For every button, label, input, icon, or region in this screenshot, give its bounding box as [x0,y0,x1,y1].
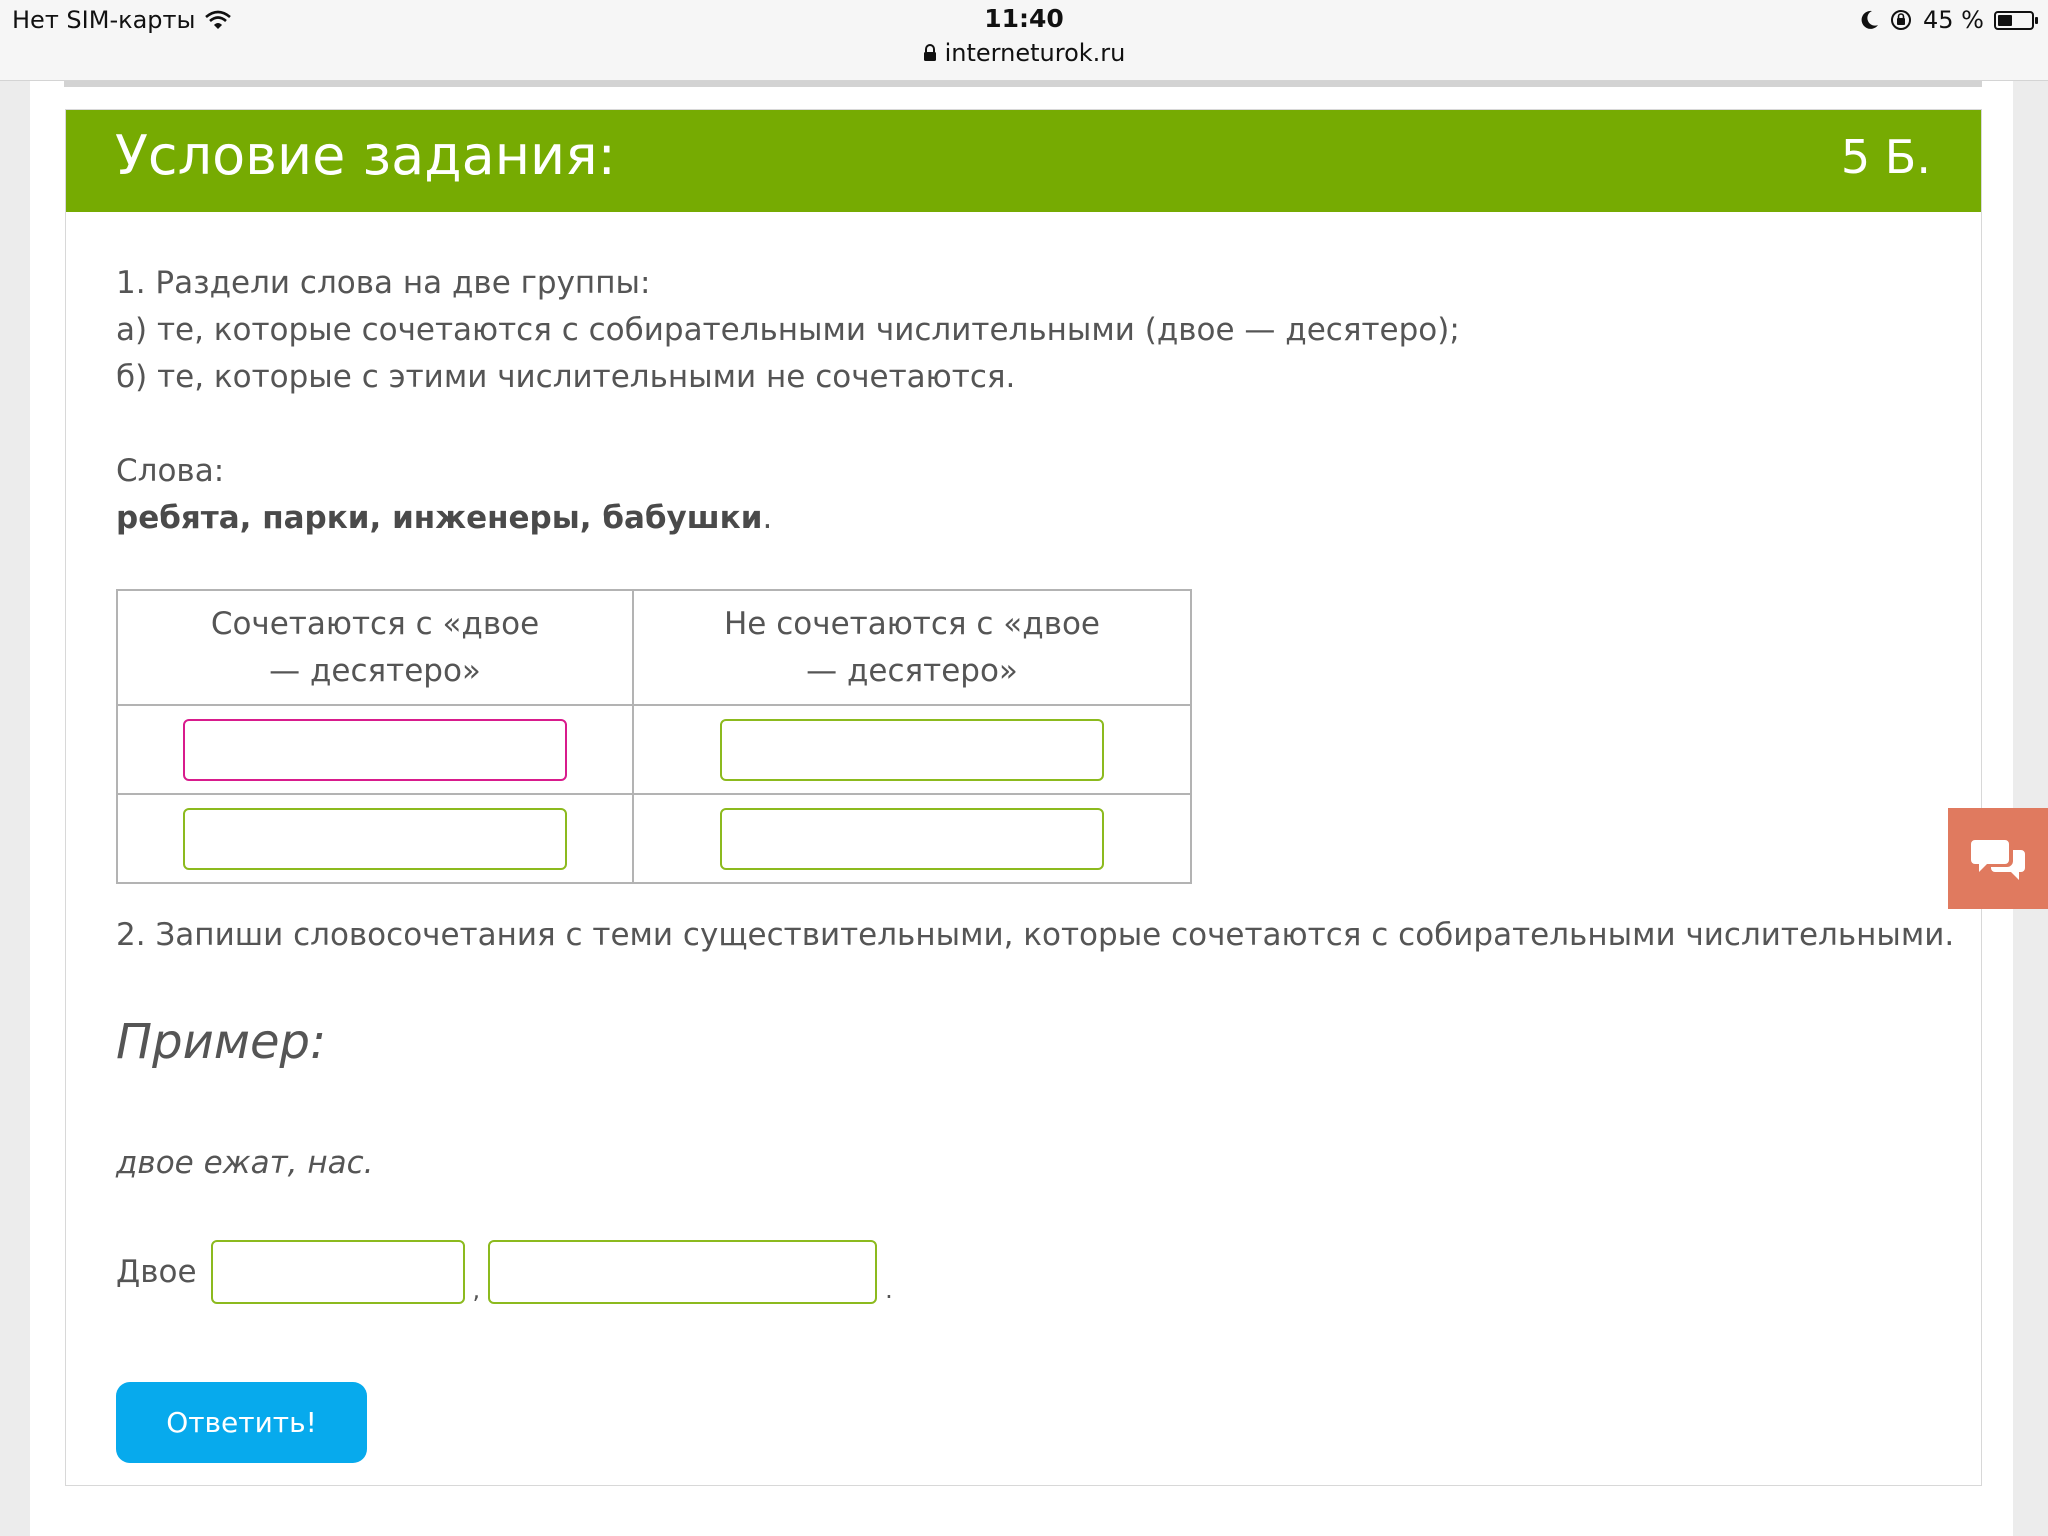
task-header [66,110,1981,212]
chat-icon [1971,836,2025,882]
answer-label: Двое [116,1254,197,1290]
orientation-lock-icon [1889,9,1913,31]
clock: 11:40 [984,4,1064,33]
task-2-instruction: 2. Запиши словосочетания с теми существительными, которые сочетаются с собирательными числительными. [116,917,1955,953]
chat-button[interactable] [1948,808,2048,909]
battery-percent: 45 % [1923,6,1984,34]
words-list: ребята, парки, инженеры, бабушки [116,500,763,536]
status-bar [0,0,2048,81]
address-bar[interactable] [0,39,2048,67]
table-cell [117,794,633,883]
sorting-table [116,589,1192,884]
answer-input-2[interactable] [488,1240,877,1304]
instruction-line-3: б) те, которые с этими числительными не сочетаются. [116,359,1016,395]
instruction-line-1: 1. Раздели слова на две группы: [116,265,651,301]
submit-button[interactable]: Ответить! [116,1382,367,1463]
instruction-line-2: а) те, которые сочетаются с собирательными числительными (двое — десятеро); [116,312,1460,348]
battery-icon [1994,11,2034,30]
url-text: interneturok.ru [944,39,1126,67]
answer-input-1[interactable] [211,1240,465,1304]
drop-zone-combine-1[interactable] [183,719,567,781]
words-title: Слова: [116,453,225,489]
column-header-not-combine: Не сочетаются с «двое — десятеро» [633,590,1191,705]
drop-zone-not-combine-1[interactable] [720,719,1104,781]
words-period: . [762,500,773,536]
table-cell [633,705,1191,794]
status-right [1861,6,2034,34]
answer-end: . [885,1276,893,1304]
moon-icon [1861,10,1879,30]
answer-separator: , [472,1276,481,1304]
table-row [117,705,1191,794]
table-row [117,794,1191,883]
battery-level [1998,15,2012,26]
table-cell [633,794,1191,883]
task-title: Условие задания: [115,124,616,187]
page-content [30,81,2013,1536]
task-instructions [116,260,1946,542]
carrier-text: Нет SIM-карты [12,6,196,34]
column-header-combine: Сочетаются с «двое — десятеро» [117,590,633,705]
answer-row [116,1240,901,1304]
task-points: 5 Б. [1840,130,1931,184]
task-card [65,109,1982,1486]
table-cell [117,705,633,794]
example-title: Пример: [116,1014,327,1070]
table-header-row [117,590,1191,705]
words-line [116,495,1946,542]
top-divider [64,81,1982,87]
lock-icon [923,44,937,62]
drop-zone-combine-2[interactable] [183,808,567,870]
example-text: двое ежат, нас. [116,1145,374,1181]
drop-zone-not-combine-2[interactable] [720,808,1104,870]
